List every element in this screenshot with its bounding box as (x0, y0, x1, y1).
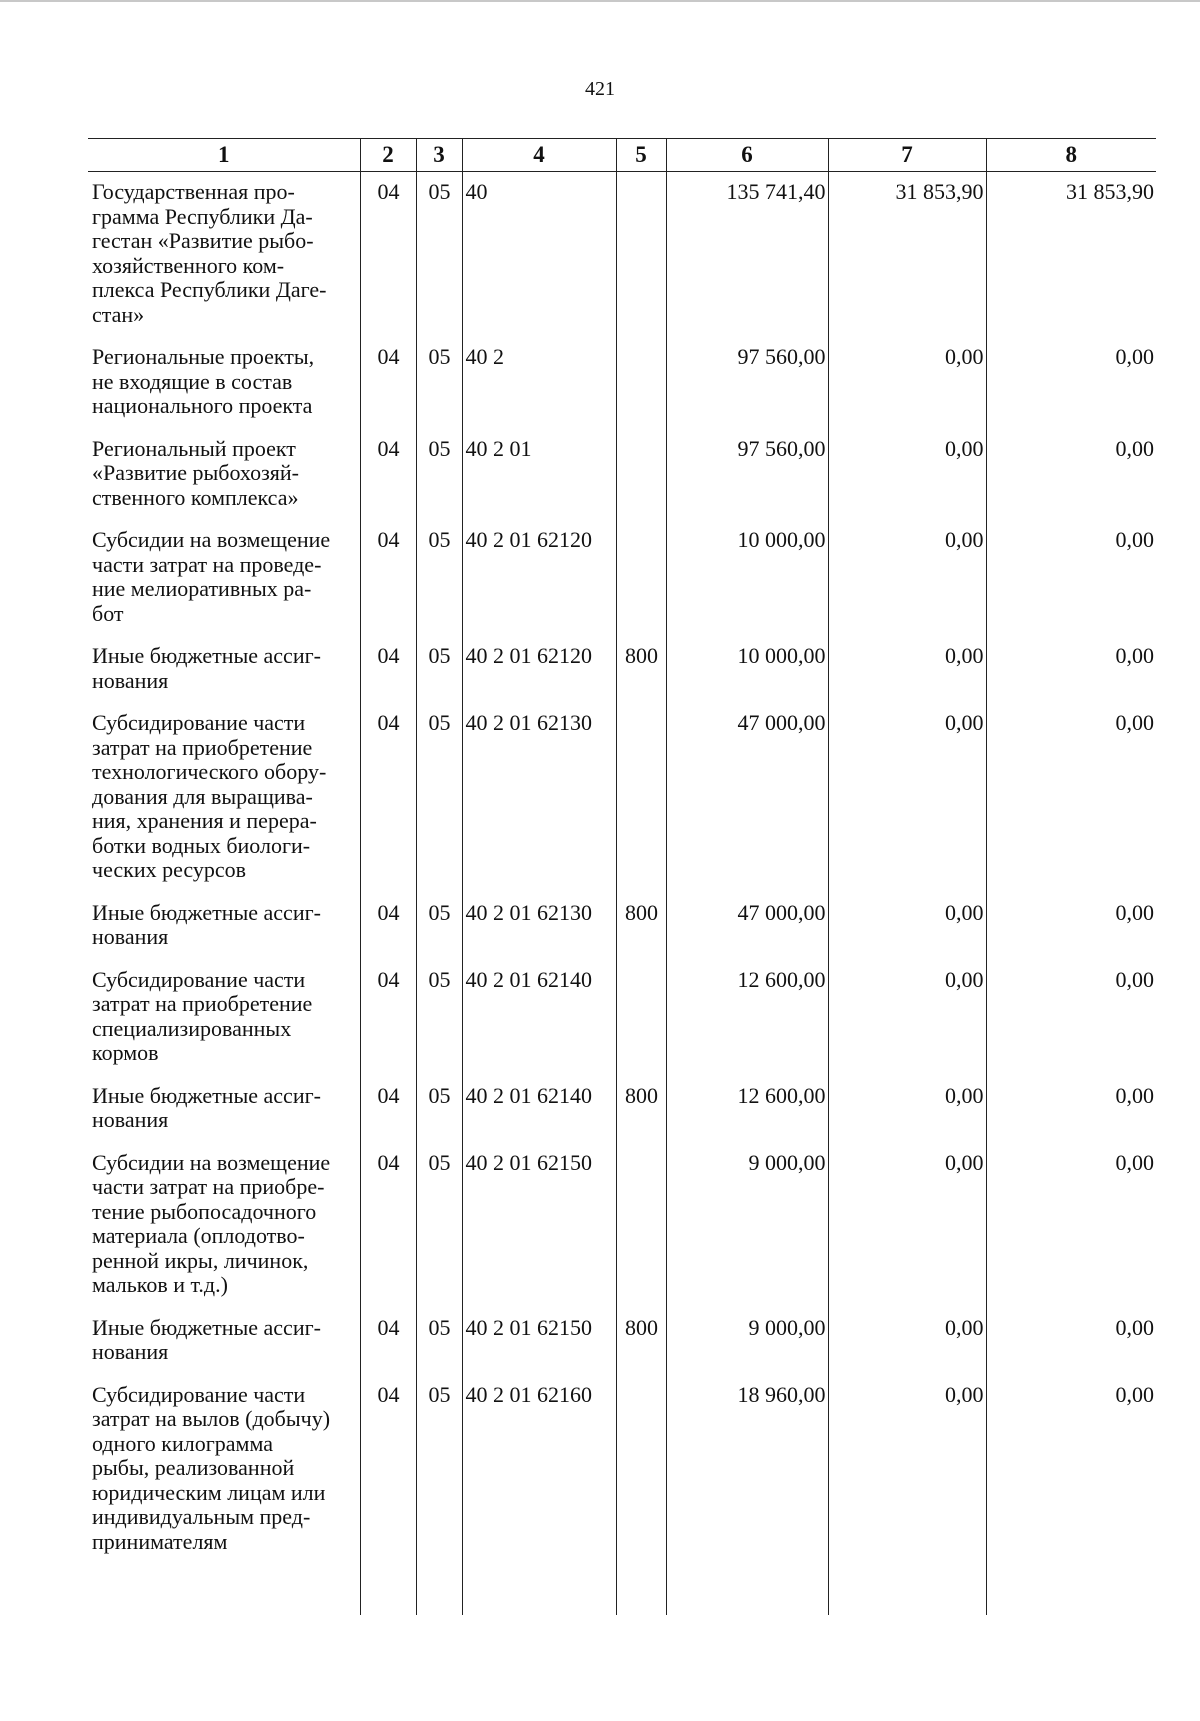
expense-type-cell (616, 1383, 666, 1615)
target-article-cell: 40 (462, 172, 616, 346)
amount-col8-cell: 0,00 (986, 528, 1156, 644)
table-body (88, 172, 1156, 1615)
target-article-cell: 40 2 01 62150 (462, 1316, 616, 1383)
amount-col7-cell: 0,00 (828, 1383, 986, 1615)
amount-col8-cell: 0,00 (986, 1383, 1156, 1615)
amount-col6-cell: 9 000,00 (666, 1316, 828, 1383)
amount-col8-cell: 0,00 (986, 901, 1156, 968)
section-code-cell: 04 (360, 1383, 416, 1615)
expense-type-cell (616, 172, 666, 346)
amount-col7-cell: 0,00 (828, 901, 986, 968)
program-name-cell: Иные бюджетные ассиг- нования (92, 643, 321, 693)
amount-col8-cell: 0,00 (986, 1316, 1156, 1383)
subsection-code-cell: 05 (416, 901, 462, 968)
amount-col8-cell: 31 853,90 (986, 172, 1156, 346)
amount-col8-cell: 0,00 (986, 968, 1156, 1084)
page-number: 421 (585, 78, 615, 100)
table-row (88, 528, 1156, 644)
amount-col7-cell: 0,00 (828, 528, 986, 644)
subsection-code-cell: 05 (416, 1316, 462, 1383)
column-header: 7 (828, 139, 986, 172)
table-row (88, 968, 1156, 1084)
expense-type-cell (616, 1151, 666, 1316)
section-code-cell: 04 (360, 968, 416, 1084)
amount-col6-cell: 12 600,00 (666, 968, 828, 1084)
target-article-cell: 40 2 (462, 345, 616, 437)
header-row (88, 139, 1156, 172)
table-row (88, 172, 1156, 346)
section-code-cell: 04 (360, 1316, 416, 1383)
subsection-code-cell: 05 (416, 345, 462, 437)
amount-col7-cell: 0,00 (828, 345, 986, 437)
amount-col6-cell: 97 560,00 (666, 345, 828, 437)
amount-col8-cell: 0,00 (986, 345, 1156, 437)
subsection-code-cell: 05 (416, 1084, 462, 1151)
column-header: 4 (462, 139, 616, 172)
amount-col7-cell: 0,00 (828, 711, 986, 901)
amount-col6-cell: 10 000,00 (666, 528, 828, 644)
section-code-cell: 04 (360, 437, 416, 529)
table-row (88, 1316, 1156, 1383)
section-code-cell: 04 (360, 172, 416, 346)
table-row (88, 1151, 1156, 1316)
target-article-cell: 40 2 01 62140 (462, 1084, 616, 1151)
target-article-cell: 40 2 01 (462, 437, 616, 529)
expense-type-cell (616, 437, 666, 529)
subsection-code-cell: 05 (416, 1151, 462, 1316)
table-row (88, 345, 1156, 437)
target-article-cell: 40 2 01 62120 (462, 528, 616, 644)
expense-type-cell (616, 711, 666, 901)
column-header: 2 (360, 139, 416, 172)
amount-col7-cell: 0,00 (828, 1084, 986, 1151)
program-name-cell: Региональный проект «Развитие рыбохозяй- ственного комплекса» (92, 435, 300, 510)
subsection-code-cell: 05 (416, 968, 462, 1084)
program-name-cell: Государственная про- грамма Республики Да- гестан «Развитие рыбо- хозяйственного ком- плекса Республики Даге- стан» (92, 179, 327, 327)
amount-col6-cell: 97 560,00 (666, 437, 828, 529)
program-name-cell: Субсидирование части затрат на вылов (добычу) одного килограмма рыбы, реализованной юридическим лицам или индивидуальным пред- принимателям (92, 1381, 331, 1554)
amount-col6-cell: 10 000,00 (666, 644, 828, 711)
section-code-cell: 04 (360, 644, 416, 711)
amount-col7-cell: 0,00 (828, 437, 986, 529)
section-code-cell: 04 (360, 711, 416, 901)
amount-col6-cell: 18 960,00 (666, 1383, 828, 1615)
amount-col8-cell: 0,00 (986, 1151, 1156, 1316)
amount-col8-cell: 0,00 (986, 1084, 1156, 1151)
program-name-cell: Региональные проекты, не входящие в состав национального проекта (92, 344, 315, 418)
subsection-code-cell: 05 (416, 437, 462, 529)
amount-col6-cell: 12 600,00 (666, 1084, 828, 1151)
subsection-code-cell: 05 (416, 711, 462, 901)
target-article-cell: 40 2 01 62150 (462, 1151, 616, 1316)
column-header: 3 (416, 139, 462, 172)
program-name-cell: Иные бюджетные ассиг- нования (92, 1314, 321, 1364)
expense-type-cell: 800 (616, 1084, 666, 1151)
expense-type-cell (616, 528, 666, 644)
program-name-cell: Субсидии на возмещение части затрат на проведе- ние мелиоративных ра- бот (92, 527, 331, 626)
subsection-code-cell: 05 (416, 644, 462, 711)
program-name-cell: Субсидии на возмещение части затрат на приобре- тение рыбопосадочного материала (оплодотво- ренной икры, личинок, мальков и т.д.) (92, 1149, 331, 1297)
amount-col7-cell: 31 853,90 (828, 172, 986, 346)
section-code-cell: 04 (360, 528, 416, 644)
section-code-cell: 04 (360, 345, 416, 437)
subsection-code-cell: 05 (416, 172, 462, 346)
column-header: 5 (616, 139, 666, 172)
target-article-cell: 40 2 01 62140 (462, 968, 616, 1084)
subsection-code-cell: 05 (416, 1383, 462, 1615)
expense-type-cell (616, 968, 666, 1084)
expense-type-cell: 800 (616, 901, 666, 968)
amount-col6-cell: 47 000,00 (666, 901, 828, 968)
amount-col7-cell: 0,00 (828, 1316, 986, 1383)
budget-table (88, 138, 1156, 1615)
target-article-cell: 40 2 01 62120 (462, 644, 616, 711)
table-row (88, 1084, 1156, 1151)
table-row (88, 1383, 1156, 1615)
column-header: 1 (88, 139, 360, 172)
scan-top-edge (0, 0, 1200, 2)
target-article-cell: 40 2 01 62130 (462, 711, 616, 901)
column-header: 8 (986, 139, 1156, 172)
amount-col8-cell: 0,00 (986, 711, 1156, 901)
section-code-cell: 04 (360, 1084, 416, 1151)
table-row (88, 644, 1156, 711)
amount-col8-cell: 0,00 (986, 437, 1156, 529)
table-row (88, 711, 1156, 901)
target-article-cell: 40 2 01 62160 (462, 1383, 616, 1615)
table-row (88, 901, 1156, 968)
expense-type-cell: 800 (616, 1316, 666, 1383)
expense-type-cell (616, 345, 666, 437)
subsection-code-cell: 05 (416, 528, 462, 644)
section-code-cell: 04 (360, 1151, 416, 1316)
amount-col6-cell: 135 741,40 (666, 172, 828, 346)
column-header: 6 (666, 139, 828, 172)
amount-col8-cell: 0,00 (986, 644, 1156, 711)
program-name-cell: Субсидирование части затрат на приобретение специализированных кормов (92, 966, 313, 1065)
amount-col6-cell: 9 000,00 (666, 1151, 828, 1316)
table-row (88, 437, 1156, 529)
amount-col7-cell: 0,00 (828, 644, 986, 711)
expense-type-cell: 800 (616, 644, 666, 711)
amount-col7-cell: 0,00 (828, 968, 986, 1084)
target-article-cell: 40 2 01 62130 (462, 901, 616, 968)
program-name-cell: Субсидирование части затрат на приобретение технологического обору- дования для выращива- ния, хранения и перера- ботки водных биологи- ческих ресурсов (92, 710, 327, 882)
amount-col6-cell: 47 000,00 (666, 711, 828, 901)
section-code-cell: 04 (360, 901, 416, 968)
program-name-cell: Иные бюджетные ассиг- нования (92, 899, 321, 949)
program-name-cell: Иные бюджетные ассиг- нования (92, 1082, 321, 1132)
amount-col7-cell: 0,00 (828, 1151, 986, 1316)
